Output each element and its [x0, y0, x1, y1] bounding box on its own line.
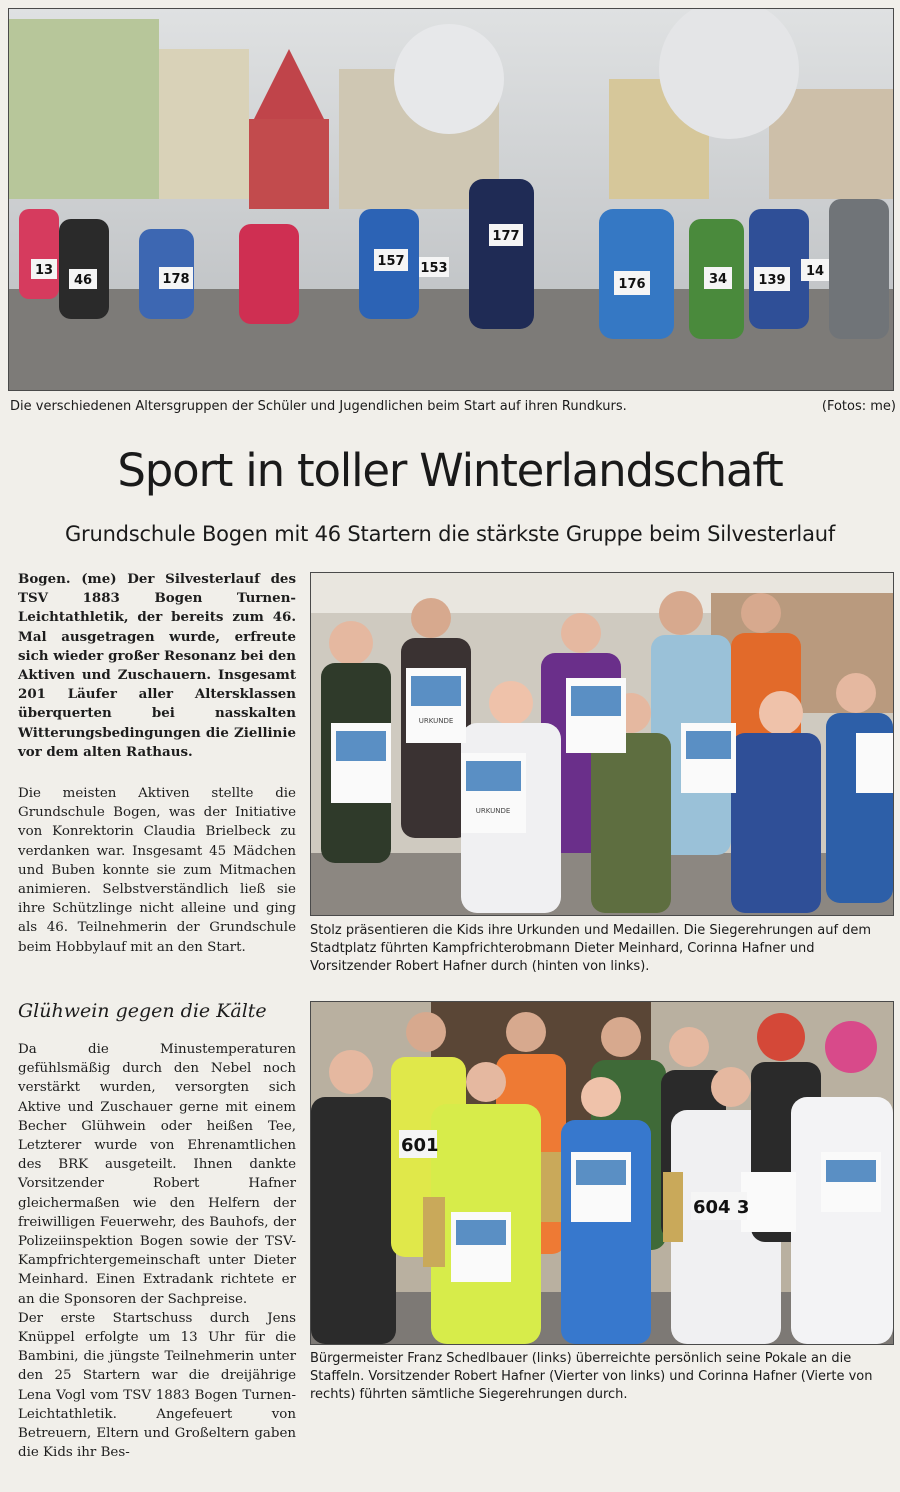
- bib-176: 176: [618, 277, 646, 292]
- lead-text: Bogen. (me) Der Silvesterlauf des TSV 1883 Bogen Turnen-Leichtathletik, der bereits zum 46. Mal ausgetragen wurde, erfreute sich wieder großer Resonanz bei den Aktiven und Zuschauern. Insgesamt 201 Läufer aller Altersklassen überquerten bei nasskalten Witterungsbedingungen die Ziellinie vor dem alten Rathaus.: [18, 571, 296, 760]
- body-paragraph-2: [18, 1040, 296, 1462]
- bib-14: 14: [805, 264, 825, 279]
- body-text-3: Der erste Startschuss durch Jens Knüppel erfolgte um 13 Uhr für die Bambini, die jüngste Teilnehmerin unter den 25 Startern war die dreijährige Lena Vogl vom TSV 1883 Bogen Turnen-Leichtathletik. Angefeuert von Betreuern, Eltern und Großeltern gaben die Kids ihr Bes-: [18, 1310, 296, 1461]
- photo-credit: (Fotos: me): [821, 399, 896, 414]
- award-relay-photo: [310, 1001, 894, 1345]
- award-kids-photo: [310, 572, 894, 916]
- bib-157: 157: [377, 254, 405, 269]
- bib-46: 46: [73, 273, 93, 288]
- bib-177: 177: [492, 229, 520, 244]
- headline: Sport in toller Winterlandschaft: [117, 444, 783, 497]
- award-kids-caption: Stolz präsentieren die Kids ihre Urkunden und Medaillen. Die Siegerehrungen auf dem Stadtplatz führten Kampfrichterobmann Dieter Meinhard, Corinna Hafner und Vorsitzender Robert Hafner durch (hinten von links).: [310, 923, 872, 974]
- body-text-1: Die meisten Aktiven stellte die Grundschule Bogen, was der Initiative von Konrektorin Claudia Brielbeck zu verdanken war. Insgesamt 45 Mädchen und Buben konnte sie zum Mitmachen animieren. Selbstverständlich ließ sie ihre Schützlinge nicht alleine und ging als 46. Teilnehmerin der Grundschule beim Hobbylauf mit an den Start.: [18, 786, 296, 955]
- bib-139: 139: [758, 273, 786, 288]
- bib-601: 601: [401, 1135, 439, 1156]
- bib-34: 34: [708, 272, 728, 287]
- start-photo-caption: Die verschiedenen Altersgruppen der Schüler und Jugendlichen beim Start auf ihren Rundkurs.: [10, 399, 627, 414]
- bib-153: 153: [420, 261, 448, 276]
- lead-paragraph: [18, 570, 296, 762]
- subheadline: Grundschule Bogen mit 46 Startern die stärkste Gruppe beim Silvesterlauf: [64, 522, 836, 546]
- start-photo: [8, 8, 894, 391]
- bib-178: 178: [162, 272, 190, 287]
- section-subhead: Glühwein gegen die Kälte: [18, 1000, 267, 1022]
- bib-13: 13: [34, 263, 54, 278]
- certificate-label-2: URKUNDE: [475, 807, 511, 815]
- bib-604: 604 3: [693, 1197, 750, 1218]
- certificate-label-1: URKUNDE: [418, 717, 454, 725]
- award-relay-caption: Bürgermeister Franz Schedlbauer (links) überreichte persönlich seine Pokale an die Staffeln. Vorsitzender Robert Hafner (Vierter von links) und Corinna Hafner (Vierte von rechts) führten sämtliche Siegerehrungen durch.: [310, 1351, 873, 1402]
- body-text-2: Da die Minustemperaturen gefühlsmäßig durch den Nebel noch verstärkt wurden, versorgten sich Aktive und Zuschauer gerne mit einem Becher Glühwein oder heißen Tee, Letzterer wurde von Ehrenamtlichen des BRK ausgeteilt. Ihnen dankte Vorsitzender Robert Hafner gleichermaßen wie den Helfern der freiwilligen Feuerwehr, des Bauhofs, der Polizeiinspektion Bogen sowie der TSV-Kampfrichtergemeinschaft unter Dieter Meinhard. Einen Extradank richtete er an die Sponsoren der Sachpreise.: [18, 1042, 296, 1307]
- body-paragraph-1: [18, 784, 296, 957]
